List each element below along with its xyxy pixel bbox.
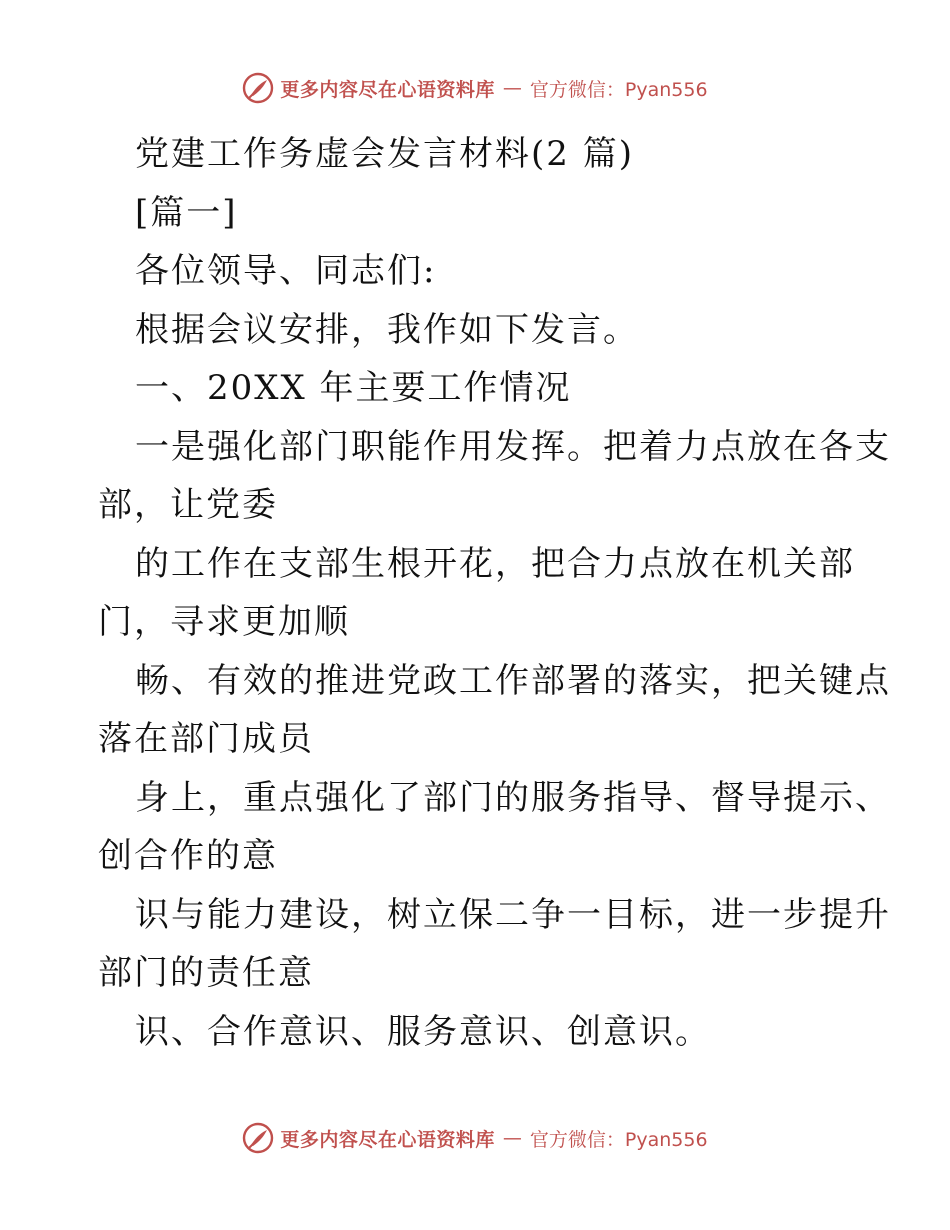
text-line: 党建工作务虚会发言材料(2 篇) bbox=[135, 134, 634, 174]
text-line: 部，让党委 bbox=[98, 485, 278, 525]
text-line: 一是强化部门职能作用发挥。把着力点放在各支 bbox=[135, 426, 891, 467]
text-line: 根据会议安排，我作如下发言。 bbox=[135, 309, 639, 350]
text-line: 的工作在支部生根开花，把合力点放在机关部 bbox=[135, 543, 855, 584]
text-line: 身上，重点强化了部门的服务指导、督导提示、 bbox=[135, 777, 891, 818]
text-line: 部门的责任意 bbox=[98, 953, 314, 993]
text-line: [篇一] bbox=[135, 192, 238, 233]
watermark-sub-text: 官方微信：Pyan556 bbox=[529, 78, 708, 101]
watermark-dash: — bbox=[502, 77, 522, 99]
watermark-dash: — bbox=[502, 1127, 522, 1149]
watermark-header bbox=[0, 72, 950, 104]
text-line: 落在部门成员 bbox=[98, 719, 314, 759]
watermark-main-text: 更多内容尽在心语资料库 bbox=[280, 78, 495, 101]
text-line: 识与能力建设，树立保二争一目标，进一步提升 bbox=[135, 894, 891, 935]
feather-pen-logo-icon bbox=[242, 1122, 274, 1154]
text-line: 畅、有效的推进党政工作部署的落实，把关键点 bbox=[135, 660, 891, 701]
document-body bbox=[98, 125, 891, 1061]
text-line: 一、20XX 年主要工作情况 bbox=[135, 368, 572, 408]
watermark-sub-text: 官方微信：Pyan556 bbox=[529, 1128, 708, 1151]
feather-pen-logo-icon bbox=[242, 72, 274, 104]
text-line: 创合作的意 bbox=[98, 836, 278, 876]
watermark-footer bbox=[0, 1122, 950, 1154]
text-line: 门，寻求更加顺 bbox=[98, 602, 350, 642]
watermark-main-text: 更多内容尽在心语资料库 bbox=[280, 1128, 495, 1151]
text-line: 识、合作意识、服务意识、创意识。 bbox=[135, 1011, 711, 1052]
text-line: 各位领导、同志们: bbox=[135, 251, 437, 291]
